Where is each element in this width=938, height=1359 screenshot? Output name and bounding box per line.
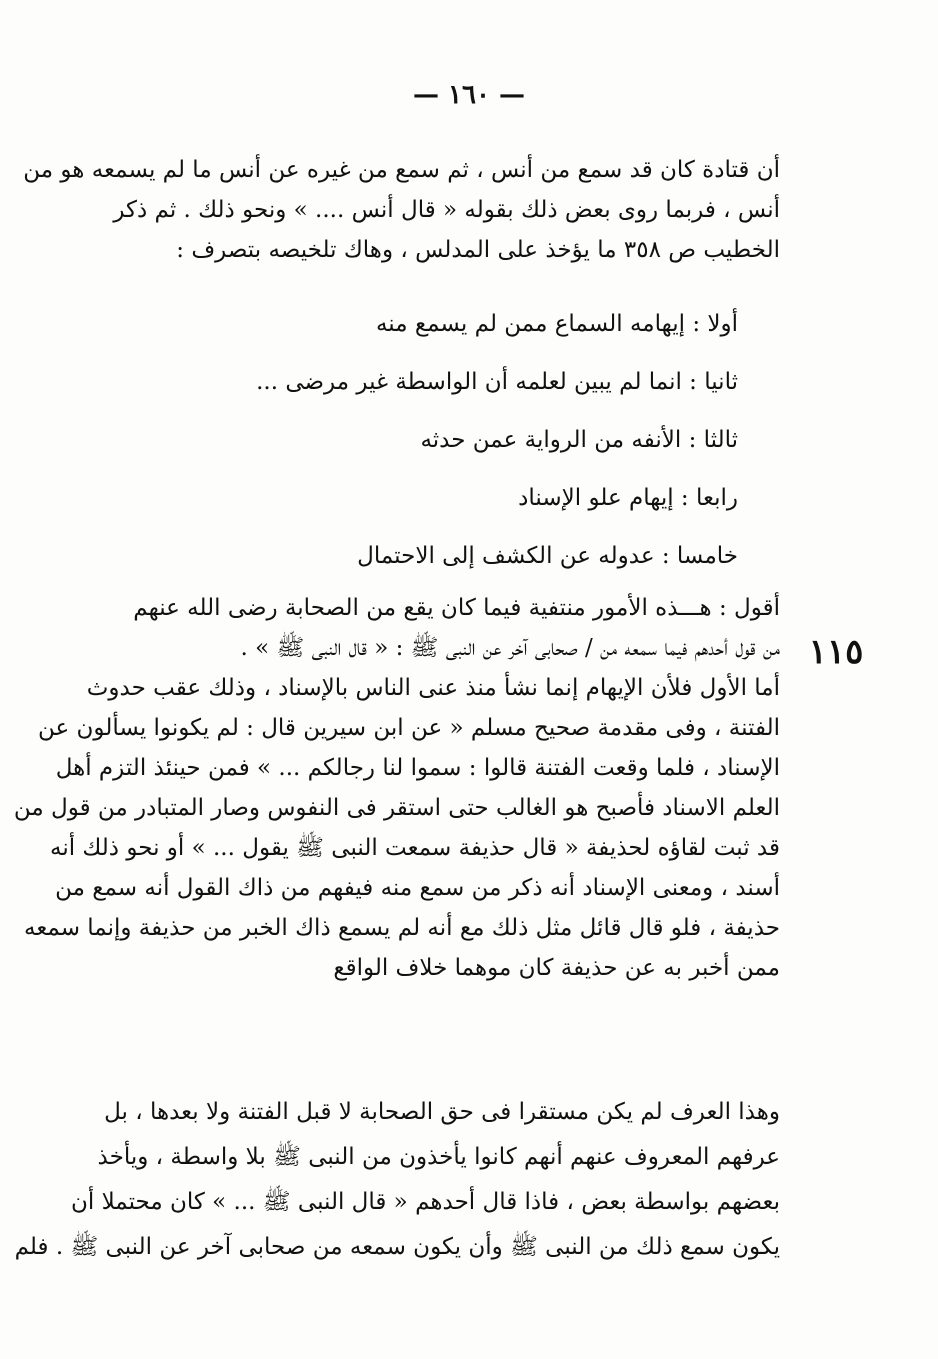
text-line: ممن أخبر به عن حذيفة كان موهما خلاف الواقع: [333, 955, 780, 981]
text-line: حذيفة ، فلو قال قائل مثل ذلك مع أنه لم يسمع ذاك الخبر من حذيفة وإنما سمعه: [23, 915, 780, 941]
text-line: وهذا العرف لم يكن مستقرا فى حق الصحابة لا قبل الفتنة ولا بعدها ، بل: [104, 1099, 780, 1125]
page-number: — ١٦٠ —: [412, 80, 526, 110]
text-line: الفتنة ، وفى مقدمة صحيح مسلم « عن ابن سيرين قال : لم يكونوا يسألون عن: [38, 715, 780, 741]
paragraph-2: [14, 1090, 780, 1270]
numbered-list: [130, 295, 780, 585]
list-item: خامسا : عدوله عن الكشف إلى الاحتمال: [357, 543, 738, 569]
text-line: أن قتادة كان قد سمع من أنس ، ثم سمع من غيره عن أنس ما لم يسمعه هو من: [23, 157, 780, 183]
text-line: الإسناد ، فلما وقعت الفتنة قالوا : سموا لنا رجالكم ... » فمن حينئذ التزم أهل: [55, 755, 780, 781]
text-line: أنس ، فربما روى بعض ذلك بقوله « قال أنس .... » ونحو ذلك . ثم ذكر: [113, 197, 780, 223]
list-item: أولا : إيهامه السماع ممن لم يسمع منه: [375, 311, 738, 337]
margin-page-reference: ١١٥: [808, 632, 864, 672]
text-line: أسند ، ومعنى الإسناد أنه ذكر من سمع منه فيفهم من ذاك القول أنه سمع من: [55, 875, 780, 901]
text-line: عرفهم المعروف عنهم أنهم كانوا يأخذون من النبى ﷺ بلا واسطة ، ويأخذ: [97, 1144, 780, 1170]
paragraph-1: [13, 588, 780, 988]
intro-paragraph: [23, 150, 780, 270]
text-line: يكون سمع ذلك من النبى ﷺ وأن يكون سمعه من صحابى آخر عن النبى ﷺ . فلم: [14, 1234, 780, 1260]
text-line: الخطيب ص ٣٥٨ ما يؤخذ على المدلس ، وهاك تلخيصه بتصرف :: [176, 237, 780, 263]
text-line: من قول أحدهم فيما سمعه من / صحابى آخر عن النبى ﷺ : « قال النبى ﷺ » .: [240, 635, 780, 661]
list-item: ثالثا : الأنفه من الرواية عمن حدثه: [420, 427, 738, 453]
list-item: ثانيا : انما لم يبين لعلمه أن الواسطة غير مرضى ...: [256, 369, 738, 395]
text-line: أقول : هـــذه الأمور منتفية فيما كان يقع من الصحابة رضى الله عنهم: [133, 595, 780, 621]
text-line: قد ثبت لقاؤه لحذيفة « قال حذيفة سمعت النبى ﷺ يقول ... » أو نحو ذلك أنه: [49, 835, 780, 861]
text-line: العلم الاسناد فأصبح هو الغالب حتى استقر فى النفوس وصار المتبادر من قول من: [13, 795, 780, 821]
text-line: بعضهم بواسطة بعض ، فاذا قال أحدهم « قال النبى ﷺ ... » كان محتملا أن: [70, 1189, 780, 1215]
list-item: رابعا : إيهام علو الإسناد: [518, 485, 738, 511]
text-line: أما الأول فلأن الإيهام إنما نشأ منذ عنى الناس بالإسناد ، وذلك عقب حدوث: [86, 675, 780, 701]
